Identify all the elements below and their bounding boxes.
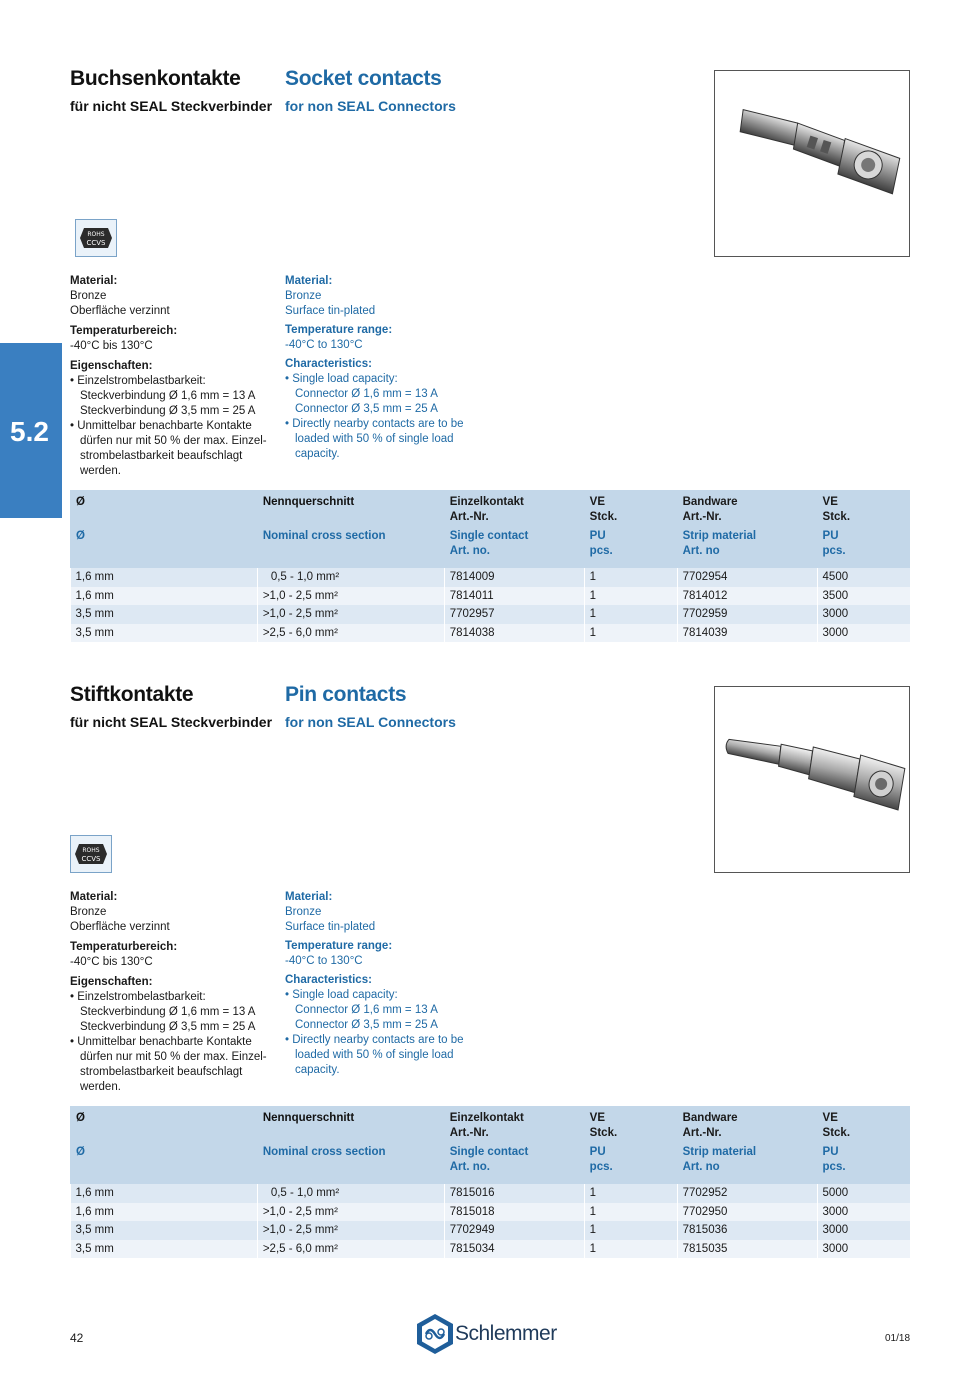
table-header-cell: Einzelkontakt Art.-Nr.	[444, 490, 584, 529]
table-cell: >1,0 - 2,5 mm²	[257, 605, 444, 624]
material-line: Oberfläche verzinnt	[70, 305, 170, 317]
characteristic-bullet: • Single load capacity:	[285, 373, 398, 385]
table-header-cell: Single contact Art. no.	[444, 1145, 584, 1184]
table-cell: 3000	[817, 1203, 910, 1222]
table-cell: >2,5 - 6,0 mm²	[257, 1240, 444, 1259]
product-table-pin	[70, 1106, 910, 1258]
table-cell: 3000	[817, 1240, 910, 1259]
characteristic-bullet: • Single load capacity:	[285, 989, 398, 1001]
section-subtitle-en: for non SEAL Connectors	[285, 98, 456, 114]
temperature-value: -40°C bis 130°C	[70, 340, 153, 352]
table-cell: 7815035	[677, 1240, 817, 1259]
table-cell: 7702957	[444, 605, 584, 624]
table-cell: 3,5 mm	[71, 624, 258, 643]
material-heading: Material:	[285, 891, 333, 903]
table-header-cell: Nominal cross section	[257, 529, 444, 568]
material-line: Bronze	[70, 906, 107, 918]
table-cell: >1,0 - 2,5 mm²	[257, 587, 444, 606]
table-header-cell: Einzelkontakt Art.-Nr.	[444, 1106, 584, 1145]
table-row	[71, 587, 911, 606]
characteristics-heading: Characteristics:	[285, 974, 372, 986]
characteristic-bullet: • Einzelstrombelastbarkeit:	[70, 375, 206, 387]
table-cell: 7815036	[677, 1221, 817, 1240]
characteristic-line: Connector Ø 3,5 mm = 25 A	[295, 403, 438, 415]
table-header-cell: Strip material Art. no	[677, 529, 817, 568]
table-row	[71, 1184, 911, 1203]
product-table-socket	[70, 490, 910, 642]
temperature-heading: Temperaturbereich:	[70, 325, 178, 337]
table-cell: 1,6 mm	[71, 568, 258, 587]
table-row	[71, 1240, 911, 1259]
table-header-cell: Nominal cross section	[257, 1145, 444, 1184]
schlemmer-logo-icon	[415, 1312, 455, 1356]
temperature-heading: Temperaturbereich:	[70, 941, 178, 953]
table-row	[71, 568, 911, 587]
svg-text:CCVS: CCVS	[86, 239, 106, 247]
material-line: Surface tin-plated	[285, 921, 376, 933]
material-line: Bronze	[285, 290, 322, 302]
svg-text:CCVS: CCVS	[81, 855, 101, 863]
table-cell: 3,5 mm	[71, 1240, 258, 1259]
page-number: 42	[70, 1331, 84, 1345]
table-header-cell: Single contact Art. no.	[444, 529, 584, 568]
table-row	[71, 624, 911, 643]
table-cell: 3000	[817, 1221, 910, 1240]
characteristic-line: strombelastbarkeit beaufschlagt	[80, 1066, 243, 1078]
table-cell: 7815016	[444, 1184, 584, 1203]
table-header-cell: PU pcs.	[817, 529, 910, 568]
certification-logo	[70, 835, 112, 873]
table-cell: 0,5 - 1,0 mm²	[257, 568, 444, 587]
table-cell: 1	[584, 624, 677, 643]
table-header-row	[71, 490, 911, 529]
table-row	[71, 605, 911, 624]
table-cell: 3,5 mm	[71, 605, 258, 624]
characteristic-line: loaded with 50 % of single load	[295, 1049, 454, 1061]
table-header-cell: Ø	[71, 1145, 258, 1184]
material-line: Bronze	[70, 290, 107, 302]
table-cell: 1	[584, 1184, 677, 1203]
certification-logo	[75, 219, 117, 257]
characteristic-line: werden.	[80, 465, 121, 477]
table-cell: 7815018	[444, 1203, 584, 1222]
characteristic-line: capacity.	[295, 1064, 340, 1076]
section-title-de: Buchsenkontakte	[70, 67, 241, 90]
characteristic-line: capacity.	[295, 448, 340, 460]
table-cell: 1	[584, 1240, 677, 1259]
characteristic-line: dürfen nur mit 50 % der max. Einzel-	[80, 1051, 267, 1063]
section-subtitle-de: für nicht SEAL Steckverbinder	[70, 98, 273, 114]
material-line: Oberfläche verzinnt	[70, 921, 170, 933]
table-header-cell: PU pcs.	[584, 1145, 677, 1184]
material-heading: Material:	[285, 275, 333, 287]
characteristic-bullet: • Directly nearby contacts are to be	[285, 1034, 464, 1046]
table-header-cell: VE Stck.	[817, 1106, 910, 1145]
pin-contact-image	[715, 687, 909, 872]
table-cell: 3500	[817, 587, 910, 606]
section-title-en: Pin contacts	[285, 683, 407, 706]
table-cell: 1	[584, 605, 677, 624]
table-cell: 1	[584, 587, 677, 606]
table-cell: >2,5 - 6,0 mm²	[257, 624, 444, 643]
table-cell: 7702959	[677, 605, 817, 624]
table-header-row	[71, 529, 911, 568]
table-cell: 1,6 mm	[71, 587, 258, 606]
section-subtitle-de: für nicht SEAL Steckverbinder	[70, 714, 273, 730]
material-heading: Material:	[70, 275, 118, 287]
table-cell: 7814038	[444, 624, 584, 643]
characteristic-bullet: • Unmittelbar benachbarte Kontakte	[70, 1036, 252, 1048]
table-cell: 3000	[817, 624, 910, 643]
specification-de	[70, 890, 275, 1095]
table-cell: 7814009	[444, 568, 584, 587]
section-title-en: Socket contacts	[285, 67, 442, 90]
temperature-value: -40°C bis 130°C	[70, 956, 153, 968]
table-cell: 7814011	[444, 587, 584, 606]
table-cell: 7702952	[677, 1184, 817, 1203]
table-header-cell: Ø	[71, 529, 258, 568]
brand-name: Schlemmer	[455, 1322, 557, 1345]
characteristic-line: Connector Ø 1,6 mm = 13 A	[295, 1004, 438, 1016]
temperature-heading: Temperature range:	[285, 940, 393, 952]
characteristic-bullet: • Directly nearby contacts are to be	[285, 418, 464, 430]
characteristics-heading: Eigenschaften:	[70, 360, 153, 372]
characteristic-line: loaded with 50 % of single load	[295, 433, 454, 445]
characteristic-bullet: • Einzelstrombelastbarkeit:	[70, 991, 206, 1003]
material-line: Surface tin-plated	[285, 305, 376, 317]
material-line: Bronze	[285, 906, 322, 918]
characteristic-line: Steckverbindung Ø 3,5 mm = 25 A	[80, 405, 256, 417]
table-cell: 7702949	[444, 1221, 584, 1240]
material-heading: Material:	[70, 891, 118, 903]
table-cell: 1	[584, 1203, 677, 1222]
table-cell: 1	[584, 568, 677, 587]
product-photo-pin-contact	[714, 686, 910, 873]
date-code: 01/18	[885, 1333, 911, 1344]
table-cell: 3,5 mm	[71, 1221, 258, 1240]
table-cell: 0,5 - 1,0 mm²	[257, 1184, 444, 1203]
temperature-value: -40°C to 130°C	[285, 955, 363, 967]
table-cell: 7815034	[444, 1240, 584, 1259]
socket-contact-image	[715, 71, 909, 256]
table-cell: 3000	[817, 605, 910, 624]
characteristic-line: Connector Ø 3,5 mm = 25 A	[295, 1019, 438, 1031]
characteristic-line: Steckverbindung Ø 3,5 mm = 25 A	[80, 1021, 256, 1033]
table-cell: 1	[584, 1221, 677, 1240]
characteristics-heading: Eigenschaften:	[70, 976, 153, 988]
characteristic-line: werden.	[80, 1081, 121, 1093]
chapter-number: 5.2	[10, 416, 49, 447]
table-row	[71, 1203, 911, 1222]
table-cell: 7702954	[677, 568, 817, 587]
table-cell: 1,6 mm	[71, 1203, 258, 1222]
characteristic-line: Connector Ø 1,6 mm = 13 A	[295, 388, 438, 400]
specification-en	[285, 274, 490, 462]
characteristic-line: Steckverbindung Ø 1,6 mm = 13 A	[80, 1006, 256, 1018]
table-header-cell: Bandware Art.-Nr.	[677, 490, 817, 529]
table-header-cell: Nennquerschnitt	[257, 1106, 444, 1145]
characteristic-line: dürfen nur mit 50 % der max. Einzel-	[80, 435, 267, 447]
table-header-cell: Bandware Art.-Nr.	[677, 1106, 817, 1145]
table-header-cell: Nennquerschnitt	[257, 490, 444, 529]
specification-de	[70, 274, 275, 479]
chapter-tab	[0, 343, 62, 518]
table-cell: >1,0 - 2,5 mm²	[257, 1203, 444, 1222]
table-header-cell: Ø	[71, 1106, 258, 1145]
table-header-cell: VE Stck.	[584, 1106, 677, 1145]
table-row	[71, 1221, 911, 1240]
table-cell: 1,6 mm	[71, 1184, 258, 1203]
table-cell: 4500	[817, 568, 910, 587]
table-header-cell: Ø	[71, 490, 258, 529]
characteristic-line: strombelastbarkeit beaufschlagt	[80, 450, 243, 462]
svg-text:ROHS: ROHS	[82, 847, 100, 854]
characteristics-heading: Characteristics:	[285, 358, 372, 370]
temperature-heading: Temperature range:	[285, 324, 393, 336]
temperature-value: -40°C to 130°C	[285, 339, 363, 351]
specification-en	[285, 890, 490, 1078]
table-header-cell: PU pcs.	[584, 529, 677, 568]
table-header-row	[71, 1106, 911, 1145]
table-cell: 7702950	[677, 1203, 817, 1222]
product-photo-socket-contact	[714, 70, 910, 257]
characteristic-bullet: • Unmittelbar benachbarte Kontakte	[70, 420, 252, 432]
table-cell: 7814012	[677, 587, 817, 606]
brand-logo	[415, 1312, 575, 1356]
table-header-cell: PU pcs.	[817, 1145, 910, 1184]
characteristic-line: Steckverbindung Ø 1,6 mm = 13 A	[80, 390, 256, 402]
table-header-cell: VE Stck.	[817, 490, 910, 529]
section-title-de: Stiftkontakte	[70, 683, 194, 706]
table-header-cell: Strip material Art. no	[677, 1145, 817, 1184]
section-subtitle-en: for non SEAL Connectors	[285, 714, 456, 730]
table-cell: 5000	[817, 1184, 910, 1203]
table-cell: 7814039	[677, 624, 817, 643]
table-header-cell: VE Stck.	[584, 490, 677, 529]
table-cell: >1,0 - 2,5 mm²	[257, 1221, 444, 1240]
svg-text:ROHS: ROHS	[87, 231, 105, 238]
table-header-row	[71, 1145, 911, 1184]
